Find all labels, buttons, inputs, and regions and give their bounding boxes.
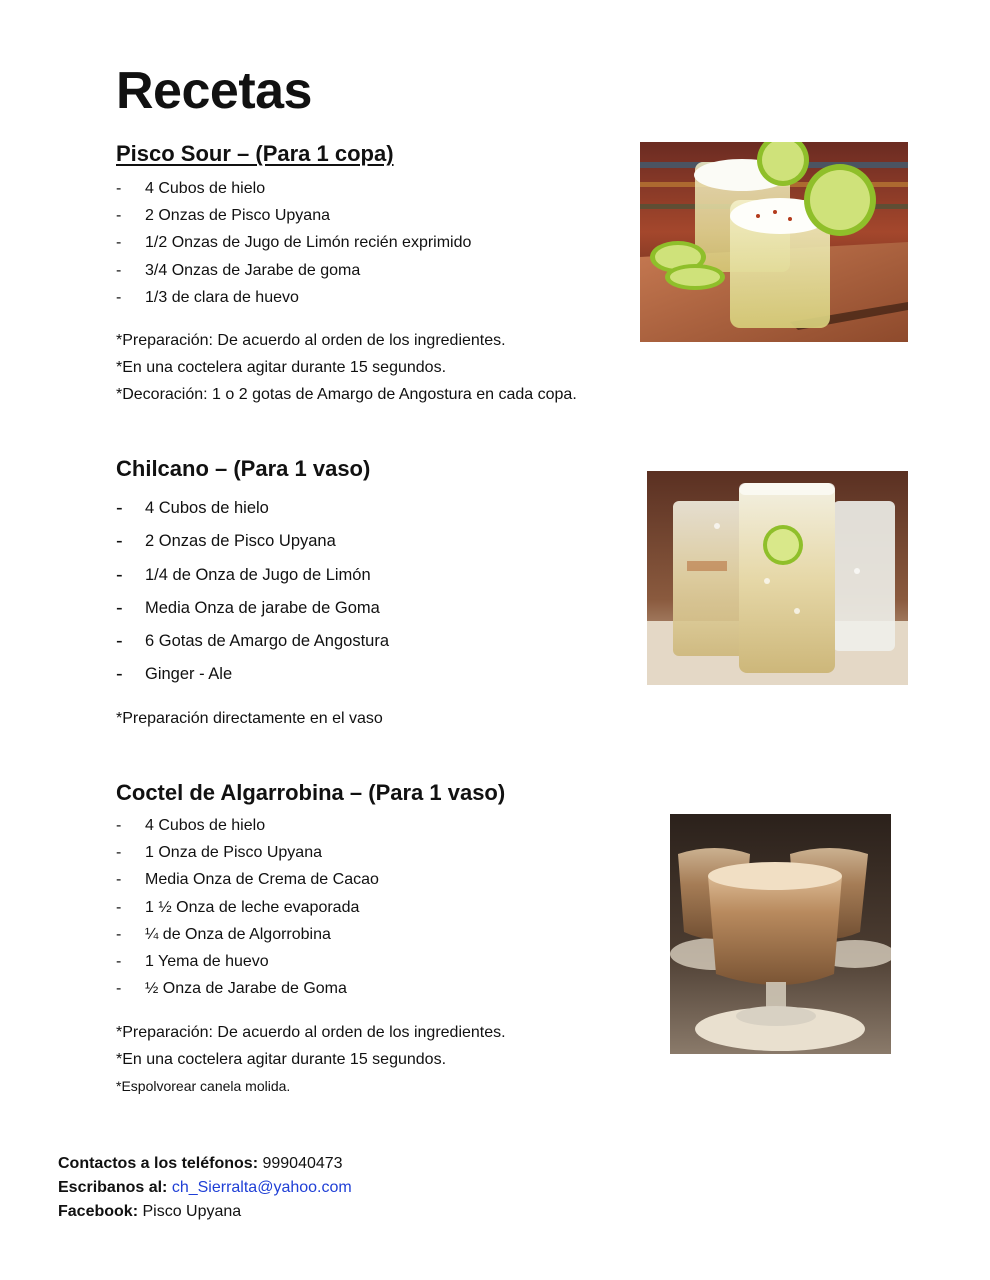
list-item: - 3/4 Onzas de Jarabe de goma <box>116 257 471 284</box>
notes-chilcano <box>116 705 383 732</box>
list-marker: - <box>116 817 122 834</box>
list-item: - 1 Yema de huevo <box>116 948 379 975</box>
list-marker: - <box>116 844 122 862</box>
list-item: - 6 Gotas de Amargo de Angostura <box>116 625 389 658</box>
email-link[interactable]: ch_Sierralta@yahoo.com <box>171 1179 352 1196</box>
contact-phone <box>58 1152 352 1176</box>
list-marker: - <box>116 925 122 943</box>
list-marker: - <box>116 898 122 916</box>
list-marker: - <box>116 530 123 553</box>
list-marker: - <box>116 180 122 197</box>
list-item: - 4 Cubos de hielo <box>116 175 471 202</box>
note-line: *Espolvorear canela molida. <box>116 1078 291 1094</box>
notes-algarrobina <box>116 1019 506 1100</box>
notes-pisco-sour <box>116 327 577 408</box>
note-line: *En una coctelera agitar durante 15 segundos. <box>116 359 447 376</box>
ingredient-list-algarrobina <box>116 812 379 1002</box>
note-line: *Decoración: 1 o 2 gotas de Amargo de Angostura en cada copa. <box>116 386 577 403</box>
contacts-block <box>58 1152 352 1224</box>
list-marker: - <box>116 563 123 586</box>
recipe-title-pisco-sour: Pisco Sour – (Para 1 copa) <box>116 141 394 166</box>
note-line: *En una coctelera agitar durante 15 segundos. <box>116 1051 447 1068</box>
list-marker: - <box>116 207 122 225</box>
list-item: - 1 Onza de Pisco Upyana <box>116 839 379 866</box>
list-item: - Ginger - Ale <box>116 658 389 691</box>
list-item: - 4 Cubos de hielo <box>116 812 379 839</box>
list-marker: - <box>116 871 122 889</box>
list-item: - 1/2 Onzas de Jugo de Limón recién exprimido <box>116 229 471 256</box>
phone-value: 999040473 <box>262 1155 343 1172</box>
list-item: - Media Onza de jarabe de Goma <box>116 592 389 625</box>
note-line: *Preparación: De acuerdo al orden de los ingredientes. <box>116 332 506 349</box>
note-line: *Preparación directamente en el vaso <box>116 710 383 727</box>
ingredient-list-chilcano <box>116 492 389 692</box>
list-marker: - <box>116 261 122 279</box>
contact-email <box>58 1176 352 1200</box>
list-item: - 2 Onzas de Pisco Upyana <box>116 525 389 558</box>
recipe-title-chilcano: Chilcano – (Para 1 vaso) <box>116 456 371 481</box>
algarrobina-photo <box>670 814 891 1054</box>
list-marker: - <box>116 288 122 306</box>
chilcano-photo <box>647 471 908 685</box>
list-marker: - <box>116 234 122 252</box>
list-item: - 1 ½ Onza de leche evaporada <box>116 894 379 921</box>
list-marker: - <box>116 980 122 998</box>
list-item: - 4 Cubos de hielo <box>116 492 389 525</box>
pisco-sour-photo <box>640 142 908 342</box>
page-title: Recetas <box>116 62 312 120</box>
list-item: - 1/4 de Onza de Jugo de Limón <box>116 559 389 592</box>
recipe-title-algarrobina: Coctel de Algarrobina – (Para 1 vaso) <box>116 780 506 805</box>
ingredient-list-pisco-sour <box>116 175 471 311</box>
list-marker: - <box>116 952 122 970</box>
list-item: - 2 Onzas de Pisco Upyana <box>116 202 471 229</box>
list-marker: - <box>116 497 123 519</box>
list-marker: - <box>116 663 123 686</box>
list-item: - Media Onza de Crema de Cacao <box>116 866 379 893</box>
email-label: Escribanos al: <box>58 1179 168 1196</box>
contact-facebook <box>58 1200 352 1224</box>
facebook-value: Pisco Upyana <box>142 1203 242 1220</box>
list-item: - 1/3 de clara de huevo <box>116 284 471 311</box>
list-marker: - <box>116 630 123 653</box>
list-item: - ½ Onza de Jarabe de Goma <box>116 975 379 1002</box>
phone-label: Contactos a los teléfonos: <box>58 1155 259 1172</box>
note-line: *Preparación: De acuerdo al orden de los ingredientes. <box>116 1024 506 1041</box>
facebook-label: Facebook: <box>58 1203 139 1220</box>
list-marker: - <box>116 596 123 619</box>
list-item: - ¼ de Onza de Algorrobina <box>116 921 379 948</box>
